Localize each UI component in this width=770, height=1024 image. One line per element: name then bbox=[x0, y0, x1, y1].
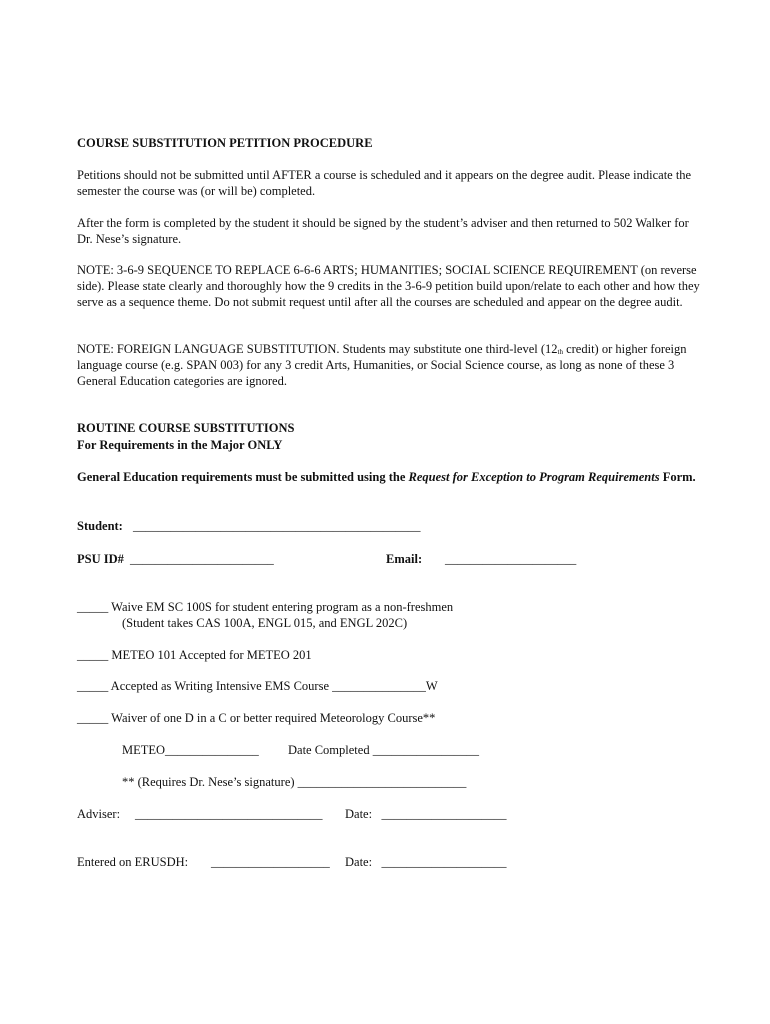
note-language-text-1: NOTE: FOREIGN LANGUAGE SUBSTITUTION. Students may substitute one third-level (12 bbox=[77, 342, 558, 356]
waive-emsc-item[interactable]: _____ Waive EM SC 100S for student entering program as a non-freshmen bbox=[77, 600, 454, 614]
email-label: Email: bbox=[386, 552, 423, 566]
entered-label: Entered on ERUSDH: bbox=[77, 855, 189, 869]
gened-form-name: Request for Exception to Program Requirements bbox=[408, 470, 660, 484]
psu-id-field[interactable]: _______________________ bbox=[130, 552, 274, 566]
waiver-d-item[interactable]: _____ Waiver of one D in a C or better required Meteorology Course** bbox=[77, 711, 436, 725]
nese-signature-field[interactable]: ** (Requires Dr. Nese’s signature) ___________________________ bbox=[122, 775, 467, 789]
student-field[interactable]: ______________________________________________ bbox=[133, 519, 421, 533]
student-label: Student: bbox=[77, 519, 123, 533]
note-language-text-2: credit) or higher foreign language course (e.g. SPAN 003) for any 3 credit Arts, Humanities, or Social Science course, as long as none of these 3 General Education categories are ignored. bbox=[77, 342, 687, 388]
meteo-101-item[interactable]: _____ METEO 101 Accepted for METEO 201 bbox=[77, 648, 312, 662]
page-title: COURSE SUBSTITUTION PETITION PROCEDURE bbox=[77, 136, 373, 150]
adviser-date-field[interactable]: Date: ____________________ bbox=[345, 807, 507, 821]
email-field[interactable]: _____________________ bbox=[445, 552, 577, 566]
adviser-label: Adviser: bbox=[77, 807, 121, 821]
note-language-superscript: th bbox=[557, 348, 563, 356]
paragraph-note-sequence: NOTE: 3-6-9 SEQUENCE TO REPLACE 6-6-6 ARTS; HUMANITIES; SOCIAL SCIENCE REQUIREMENT (on reverse side). Please state clearly and thoroughly how the 9 credits in the 3-6-9 petition build upon/relate to each other and how they serve as a sequence theme. Do not submit request until after all the courses are scheduled and appear on the degree audit. bbox=[77, 263, 700, 309]
routine-subheading: For Requirements in the Major ONLY bbox=[77, 438, 283, 452]
psu-id-label: PSU ID# bbox=[77, 552, 124, 566]
entered-field[interactable]: ___________________ bbox=[211, 855, 330, 869]
paragraph-signature: After the form is completed by the student it should be signed by the student’s adviser and then returned to 502 Walker for Dr. Nese’s signature. bbox=[77, 216, 689, 246]
waive-emsc-note: (Student takes CAS 100A, ENGL 015, and ENGL 202C) bbox=[122, 616, 408, 630]
adviser-signature-field[interactable]: ______________________________ bbox=[135, 807, 323, 821]
gened-note bbox=[77, 469, 707, 485]
meteo-course-field[interactable]: METEO_______________ bbox=[122, 743, 259, 757]
paragraph-note-language bbox=[77, 341, 707, 389]
gened-text-1: General Education requirements must be submitted using the bbox=[77, 470, 409, 484]
writing-intensive-item[interactable]: _____ Accepted as Writing Intensive EMS Course _______________W bbox=[77, 679, 438, 693]
routine-heading: ROUTINE COURSE SUBSTITUTIONS bbox=[77, 421, 295, 435]
date-completed-field[interactable]: Date Completed _________________ bbox=[288, 743, 479, 757]
gened-text-2: Form. bbox=[659, 470, 696, 484]
entered-date-field[interactable]: Date: ____________________ bbox=[345, 855, 507, 869]
paragraph-petitions: Petitions should not be submitted until AFTER a course is scheduled and it appears on the degree audit. Please indicate the semester the course was (or will be) completed. bbox=[77, 168, 692, 198]
